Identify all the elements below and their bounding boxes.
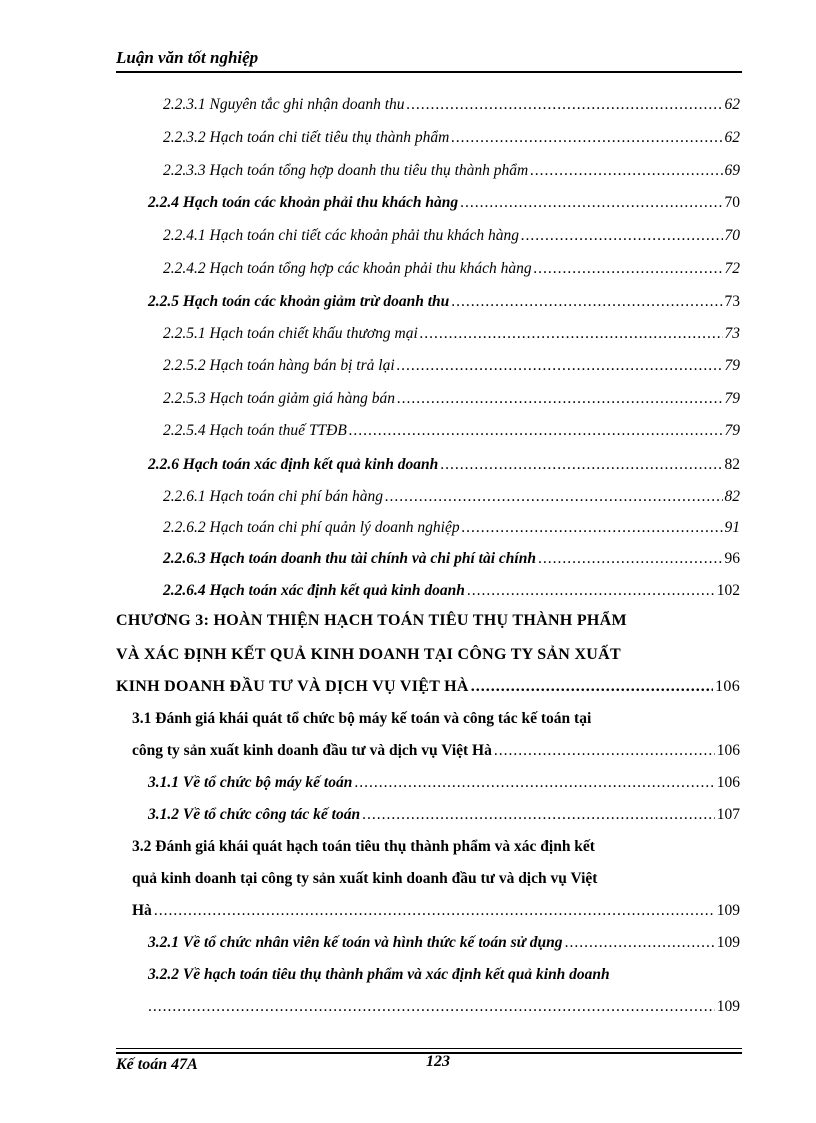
- toc-entry-title: 2.2.5.3 Hạch toán giảm giá hàng bán: [163, 390, 396, 407]
- dot-leader: [471, 677, 713, 697]
- toc-entry: [163, 161, 740, 181]
- toc-entry-title: 2.2.3.3 Hạch toán tổng hợp doanh thu tiêu thụ thành phẩm: [163, 162, 529, 179]
- dot-leader: [440, 455, 722, 475]
- toc-entry-page: 79: [724, 390, 740, 407]
- toc-entry-title: 2.2.6 Hạch toán xác định kết quả kinh doanh: [148, 456, 439, 473]
- toc-entry-page: 79: [724, 422, 740, 439]
- dot-leader: [534, 259, 723, 279]
- toc-entry-page: 91: [724, 519, 740, 536]
- toc-entry-title: 2.2.3.1 Nguyên tắc ghi nhận doanh thu: [163, 96, 405, 113]
- toc-entry: [148, 193, 740, 213]
- header-title: Luận văn tốt nghiệp: [116, 48, 259, 67]
- dot-leader: [397, 356, 723, 376]
- toc-entry-page: 96: [724, 550, 740, 567]
- toc-entry: [163, 581, 740, 601]
- toc-entry: [148, 933, 740, 953]
- toc-entry-title: 3.2.1 Về tổ chức nhân viên kế toán và hình thức kế toán sử dụng: [148, 934, 563, 951]
- toc-entry: [163, 421, 740, 441]
- toc-entry-page: 106: [716, 774, 740, 791]
- toc-entry-page: 82: [724, 456, 740, 473]
- toc-entry-page: 106: [716, 742, 740, 759]
- dot-leader: [565, 933, 715, 953]
- toc-entry-page: 70: [724, 194, 740, 211]
- toc-entry: [148, 455, 740, 475]
- toc-entry-page: 69: [724, 162, 740, 179]
- dot-leader: [420, 324, 723, 344]
- toc-entry: [116, 677, 740, 697]
- toc-entry-page: 109: [716, 998, 740, 1015]
- toc-entry-page: 73: [724, 293, 740, 310]
- dot-leader: [462, 518, 723, 538]
- dot-leader: [362, 805, 715, 825]
- toc-entry-page: 70: [724, 227, 740, 244]
- toc-entry: [163, 128, 740, 148]
- dot-leader: [349, 421, 723, 441]
- toc-entry-page: 62: [724, 129, 740, 146]
- toc-entry-title: 3.1.2 Về tổ chức công tác kế toán: [148, 806, 361, 823]
- section-heading-line: quả kinh doanh tại công ty sản xuất kinh doanh đầu tư và dịch vụ Việt: [132, 870, 598, 887]
- toc-entry-page: 62: [724, 96, 740, 113]
- toc-entry-title: 2.2.6.4 Hạch toán xác định kết quả kinh doanh: [163, 582, 465, 599]
- section-heading-line: 3.2 Đánh giá khái quát hạch toán tiêu thụ thành phẩm và xác định kết: [132, 838, 595, 855]
- toc-entry-title: 2.2.6.2 Hạch toán chi phí quản lý doanh nghiệp: [163, 519, 460, 536]
- page-number: 123: [426, 1053, 450, 1070]
- dot-leader: [407, 95, 723, 115]
- toc-entry: [148, 773, 740, 793]
- toc-entry-page: 109: [716, 902, 740, 919]
- footer-rule: [116, 1048, 742, 1049]
- toc-entry-page: 109: [716, 934, 740, 951]
- dot-leader: [538, 549, 723, 569]
- chapter-heading-line: CHƯƠNG 3: HOÀN THIỆN HẠCH TOÁN TIÊU THỤ THÀNH PHẨM: [116, 612, 627, 629]
- dot-leader: [397, 389, 722, 409]
- toc-entry-title: 2.2.6.1 Hạch toán chi phí bán hàng: [163, 488, 383, 505]
- toc-entry-page: 102: [716, 582, 740, 599]
- toc-entry-title: 3.1.1 Về tổ chức bộ máy kế toán: [148, 774, 353, 791]
- toc-entry-title: 2.2.4 Hạch toán các khoản phải thu khách hàng: [148, 194, 459, 211]
- toc-entry-title: 2.2.4.2 Hạch toán tổng hợp các khoản phải thu khách hàng: [163, 260, 532, 277]
- toc-entry-title: 2.2.4.1 Hạch toán chi tiết các khoản phải thu khách hàng: [163, 227, 520, 244]
- toc-entry: [163, 324, 740, 344]
- toc-entry: [163, 356, 740, 376]
- dot-leader: [467, 581, 715, 601]
- toc-entry-title: 2.2.5.1 Hạch toán chiết khấu thương mại: [163, 325, 418, 342]
- toc-entry-page: 79: [724, 357, 740, 374]
- dot-leader: [530, 161, 722, 181]
- dot-leader: [460, 193, 722, 213]
- toc-entry-page: 82: [724, 488, 740, 505]
- toc-entry: [163, 549, 740, 569]
- dot-leader: [521, 226, 722, 246]
- section-heading-line: 3.2.2 Về hạch toán tiêu thụ thành phẩm và xác định kết quả kinh doanh: [148, 966, 610, 983]
- toc-entry-title: KINH DOANH ĐẦU TƯ VÀ DỊCH VỤ VIỆT HÀ: [116, 678, 469, 695]
- toc-entry-title: 2.2.6.3 Hạch toán doanh thu tài chính và chi phí tài chính: [163, 550, 536, 567]
- toc-entry-page: 106: [715, 678, 740, 695]
- toc-entry: [163, 95, 740, 115]
- dot-leader: [354, 773, 714, 793]
- section-heading-line: 3.1 Đánh giá khái quát tổ chức bộ máy kế toán và công tác kế toán tại: [132, 710, 592, 727]
- toc-entry: [132, 901, 740, 921]
- dot-leader: [451, 128, 722, 148]
- toc-entry: [163, 389, 740, 409]
- chapter-heading-line: VÀ XÁC ĐỊNH KẾT QUẢ KINH DOANH TẠI CÔNG TY SẢN XUẤT: [116, 646, 621, 663]
- toc-entry: [148, 805, 740, 825]
- toc-entry-title: 2.2.5.2 Hạch toán hàng bán bị trả lại: [163, 357, 395, 374]
- toc-entry: [163, 487, 740, 507]
- toc-entry-page: 72: [724, 260, 740, 277]
- toc-entry-title: Hà: [132, 902, 152, 919]
- toc-entry-title: 2.2.5.4 Hạch toán thuế TTĐB: [163, 422, 347, 439]
- footer-label: Kế toán 47A: [116, 1056, 198, 1073]
- toc-entry: [163, 518, 740, 538]
- toc-entry: [148, 292, 740, 312]
- toc-entry-page: 73: [724, 325, 740, 342]
- header-rule: [116, 71, 742, 73]
- toc-entry: [163, 226, 740, 246]
- toc-entry-title: 2.2.5 Hạch toán các khoản giảm trừ doanh thu: [148, 293, 450, 310]
- toc-entry: [132, 741, 740, 761]
- toc-entry-page: 107: [716, 806, 740, 823]
- toc-entry-title: 2.2.3.2 Hạch toán chi tiết tiêu thụ thành phẩm: [163, 129, 450, 146]
- dot-leader: [148, 997, 715, 1017]
- dot-leader: [494, 741, 715, 761]
- dot-leader: [451, 292, 722, 312]
- dot-leader: [154, 901, 715, 921]
- toc-entry: [148, 997, 740, 1017]
- toc-entry: [163, 259, 740, 279]
- toc-entry-title: công ty sản xuất kinh doanh đầu tư và dịch vụ Việt Hà: [132, 742, 492, 759]
- dot-leader: [385, 487, 723, 507]
